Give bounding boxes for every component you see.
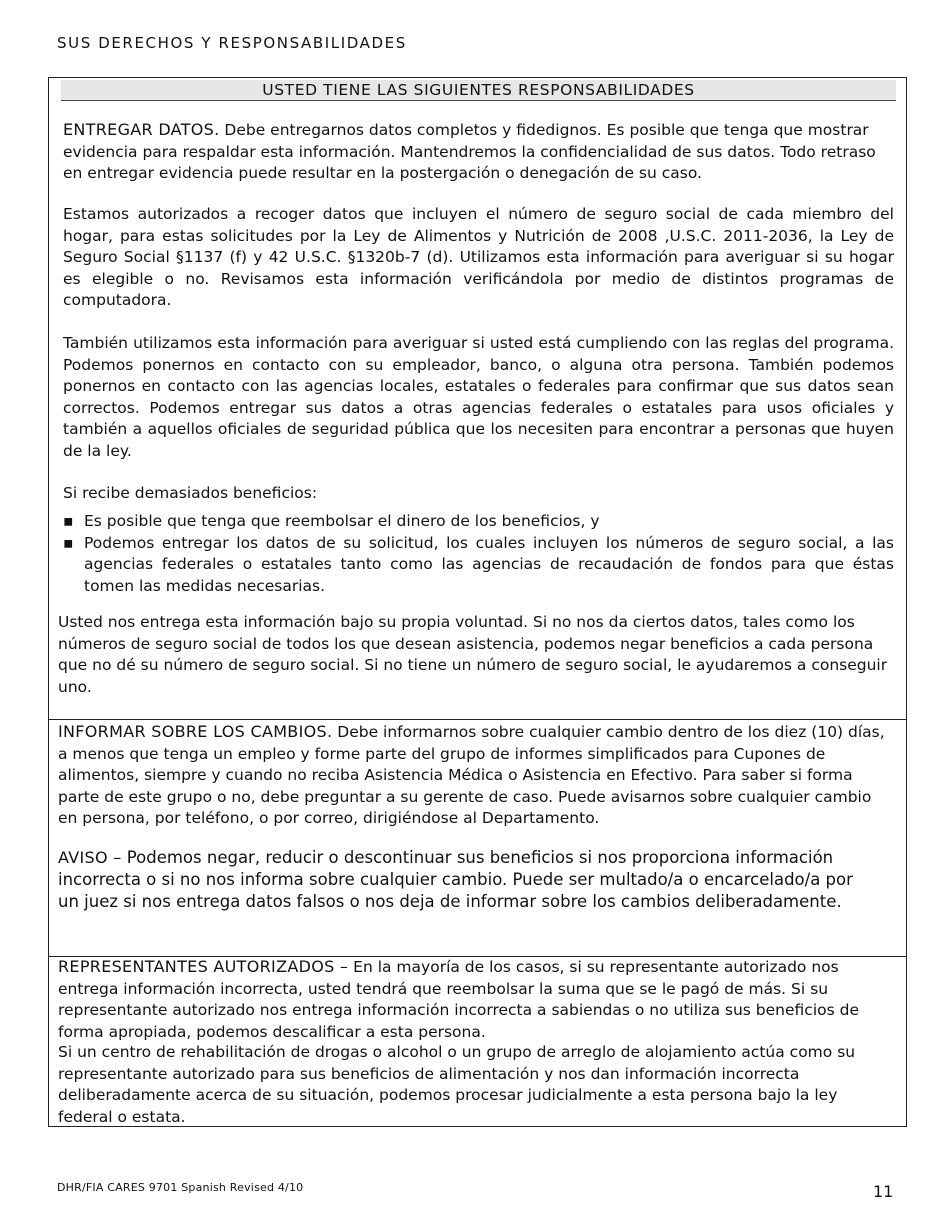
page-header-title: SUS DERECHOS Y RESPONSABILIDADES <box>57 34 407 52</box>
list-item <box>63 533 894 598</box>
authorized-representatives-section <box>49 956 906 1126</box>
list-item-text: Es posible que tenga que reembolsar el dinero de los beneficios, y <box>84 512 600 530</box>
rehabilitation-paragraph: Si un centro de rehabilitación de drogas o alcohol o un grupo de arreglo de alojamiento actúa como su representante autorizado para sus beneficios de alimentación y nos dan información incorrecta deliberadamente acerca de su situación, podemos procesar judicialmente a esta persona bajo la ley federal o estata. <box>58 1043 856 1126</box>
list-item-text: Podemos entregar los datos de su solicitud, los cuales incluyen los números de seguro social, a las agencias federales o estatales tanto como las agencias de recaudación de fondos para que éstas tomen las medidas necesarias. <box>84 533 894 595</box>
voluntary-paragraph: Usted nos entrega esta información bajo su propia voluntad. Si no nos da ciertos datos, tales como los números de seguro social de todos los que desean asistencia, podemos negar beneficios a cada persona que no dé su número de seguro social. Si no tiene un número de seguro social, le ayudaremos a conseguir uno. <box>58 613 888 696</box>
authorization-paragraph: Estamos autorizados a recoger datos que incluyen el número de seguro social de cada miembro del hogar, para estas solicitudes por la Ley de Alimentos y Nutrición de 2008 ,U.S.C. 2011-2036, la Ley de Seguro Social §1137 (f) y 42 U.S.C. §1320b-7 (d). Utilizamos esta información para averiguar si su hogar es elegible o no. Revisamos esta información verificándola por medio de distintos programas de computadora. <box>63 205 894 309</box>
bullet-marker: ▪ <box>63 512 74 530</box>
usage-paragraph: También utilizamos esta información para averiguar si usted está cumpliendo con las reglas del programa. Podemos ponernos en contacto con su empleador, banco, o alguna otra persona. También podemos ponernos en contacto con las agencias locales, estatales o federales para confirmar que sus datos sean correctos. Podemos entregar sus datos a otras agencias federales o estatales para usos oficiales y también a aquellos oficiales de seguridad pública que los necesiten para encontrar a personas que huyen de la ley. <box>63 334 894 460</box>
report-changes-text: Debe informarnos sobre cualquier cambio dentro de los diez (10) días, a menos que tenga un empleo y forme parte del grupo de informes simplificados para Cupones de alimentos, siempre y cuando no reciba Asistencia Médica o Asistencia en Efectivo. Para saber si forma parte de este grupo o no, debe preguntar a su gerente de caso. Puede avisarnos sobre cualquier cambio en persona, por teléfono, o por correo, dirigiéndose al Departamento. <box>58 723 885 827</box>
notice-text: Podemos negar, reducir o descontinuar sus beneficios si nos proporciona información incorrecta o si no nos informa sobre cualquier cambio. Puede ser multado/a o encarcelado/a por un juez si nos entrega datos falsos o nos deja de informar sobre los cambios deliberadamente. <box>58 848 853 911</box>
list-item <box>63 511 894 533</box>
provide-data-text: Debe entregarnos datos completos y fidedignos. Es posible que tenga que mostrar evidencia para respaldar esta información. Mantendremos la confidencialidad de sus datos. Todo retraso en entregar evidencia puede resultar en la postergación o denegación de su caso. <box>63 121 876 182</box>
report-changes-paragraph <box>58 721 894 830</box>
bullet-marker: ▪ <box>63 533 74 552</box>
notice-paragraph <box>58 847 878 912</box>
representatives-paragraph <box>58 956 894 1043</box>
notice-heading: AVISO – <box>58 848 122 867</box>
content-frame <box>48 77 907 1127</box>
page-number: 11 <box>873 1182 894 1201</box>
section-title: USTED TIENE LAS SIGUIENTES RESPONSABILIDADES <box>61 80 896 101</box>
form-identifier: DHR/FIA CARES 9701 Spanish Revised 4/10 <box>57 1181 304 1194</box>
responsibilities-section <box>49 78 906 720</box>
report-changes-section <box>49 719 906 957</box>
overpayment-list <box>63 511 894 597</box>
provide-data-paragraph <box>63 119 895 185</box>
provide-data-heading: ENTREGAR DATOS. <box>63 120 220 139</box>
overpayment-intro: Si recibe demasiados beneficios: <box>63 484 318 502</box>
representatives-text: En la mayoría de los casos, si su representante autorizado nos entrega información incorrecta, usted tendrá que reembolsar la suma que se le pagó de más. Si su representante autorizado nos entrega información incorrecta a sabiendas o no utiliza sus beneficios de forma apropiada, podemos descalificar a esta persona. <box>58 958 859 1041</box>
representatives-heading: REPRESENTANTES AUTORIZADOS – <box>58 957 349 976</box>
report-changes-heading: INFORMAR SOBRE LOS CAMBIOS. <box>58 722 333 741</box>
